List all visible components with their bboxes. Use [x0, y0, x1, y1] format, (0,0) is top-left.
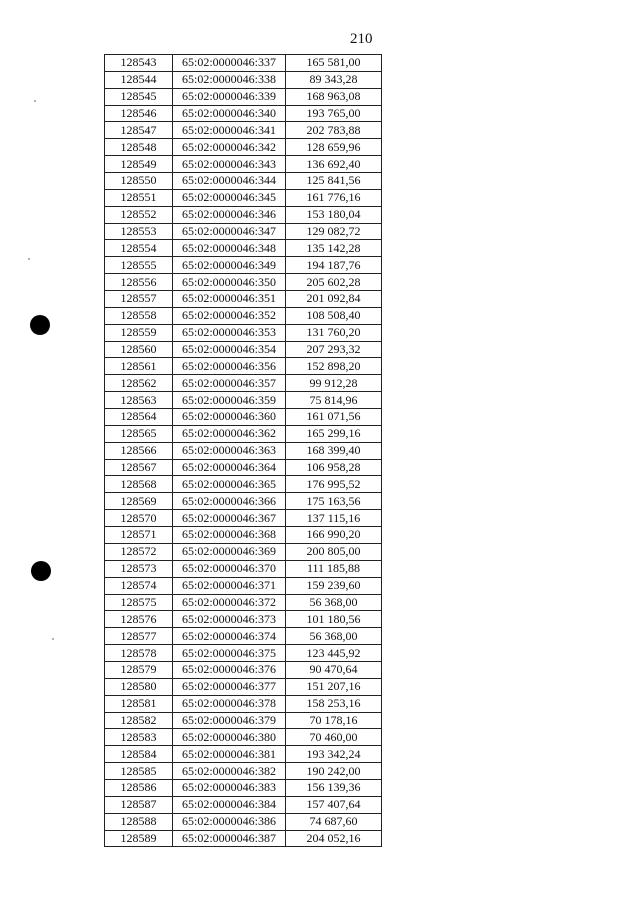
cadastral-value-cell: 204 052,16	[286, 830, 382, 847]
cadastral-value-cell: 106 958,28	[286, 459, 382, 476]
table-row	[105, 189, 382, 206]
cadastral-value-cell: 200 805,00	[286, 543, 382, 560]
registry-table-body	[105, 55, 382, 847]
cadastral-number-cell: 65:02:0000046:369	[173, 543, 286, 560]
cadastral-number-cell: 65:02:0000046:384	[173, 796, 286, 813]
cadastral-value-cell: 166 990,20	[286, 527, 382, 544]
cadastral-value-cell: 157 407,64	[286, 796, 382, 813]
row-number-cell: 128587	[105, 796, 173, 813]
table-row	[105, 257, 382, 274]
table-row	[105, 173, 382, 190]
row-number-cell: 128589	[105, 830, 173, 847]
cadastral-value-cell: 111 185,88	[286, 560, 382, 577]
table-row	[105, 223, 382, 240]
cadastral-value-cell: 175 163,56	[286, 493, 382, 510]
table-row	[105, 341, 382, 358]
cadastral-number-cell: 65:02:0000046:337	[173, 55, 286, 72]
table-row	[105, 560, 382, 577]
table-row	[105, 375, 382, 392]
cadastral-number-cell: 65:02:0000046:340	[173, 105, 286, 122]
cadastral-number-cell: 65:02:0000046:365	[173, 476, 286, 493]
cadastral-value-cell: 108 508,40	[286, 307, 382, 324]
cadastral-number-cell: 65:02:0000046:346	[173, 206, 286, 223]
table-row	[105, 594, 382, 611]
cadastral-value-cell: 136 692,40	[286, 156, 382, 173]
cadastral-number-cell: 65:02:0000046:341	[173, 122, 286, 139]
cadastral-number-cell: 65:02:0000046:372	[173, 594, 286, 611]
row-number-cell: 128553	[105, 223, 173, 240]
row-number-cell: 128581	[105, 695, 173, 712]
cadastral-value-cell: 123 445,92	[286, 645, 382, 662]
table-row	[105, 459, 382, 476]
cadastral-value-cell: 70 178,16	[286, 712, 382, 729]
cadastral-value-cell: 70 460,00	[286, 729, 382, 746]
table-row	[105, 274, 382, 291]
row-number-cell: 128558	[105, 307, 173, 324]
table-row	[105, 442, 382, 459]
cadastral-number-cell: 65:02:0000046:359	[173, 392, 286, 409]
row-number-cell: 128583	[105, 729, 173, 746]
row-number-cell: 128567	[105, 459, 173, 476]
row-number-cell: 128561	[105, 358, 173, 375]
table-row	[105, 358, 382, 375]
cadastral-number-cell: 65:02:0000046:357	[173, 375, 286, 392]
row-number-cell: 128568	[105, 476, 173, 493]
cadastral-number-cell: 65:02:0000046:377	[173, 678, 286, 695]
row-number-cell: 128565	[105, 425, 173, 442]
cadastral-number-cell: 65:02:0000046:381	[173, 746, 286, 763]
cadastral-value-cell: 161 071,56	[286, 409, 382, 426]
row-number-cell: 128559	[105, 324, 173, 341]
cadastral-number-cell: 65:02:0000046:352	[173, 307, 286, 324]
row-number-cell: 128545	[105, 88, 173, 105]
table-row	[105, 88, 382, 105]
cadastral-number-cell: 65:02:0000046:351	[173, 291, 286, 308]
cadastral-value-cell: 193 342,24	[286, 746, 382, 763]
scan-speck	[52, 638, 54, 640]
row-number-cell: 128556	[105, 274, 173, 291]
registry-table	[104, 54, 382, 847]
scan-speck	[34, 100, 36, 102]
row-number-cell: 128585	[105, 763, 173, 780]
cadastral-number-cell: 65:02:0000046:374	[173, 628, 286, 645]
cadastral-number-cell: 65:02:0000046:368	[173, 527, 286, 544]
table-row	[105, 55, 382, 72]
cadastral-number-cell: 65:02:0000046:363	[173, 442, 286, 459]
cadastral-value-cell: 207 293,32	[286, 341, 382, 358]
table-row	[105, 493, 382, 510]
table-row	[105, 156, 382, 173]
cadastral-value-cell: 158 253,16	[286, 695, 382, 712]
cadastral-number-cell: 65:02:0000046:349	[173, 257, 286, 274]
cadastral-value-cell: 74 687,60	[286, 813, 382, 830]
row-number-cell: 128551	[105, 189, 173, 206]
row-number-cell: 128580	[105, 678, 173, 695]
cadastral-value-cell: 161 776,16	[286, 189, 382, 206]
cadastral-value-cell: 156 139,36	[286, 779, 382, 796]
table-row	[105, 527, 382, 544]
table-row	[105, 476, 382, 493]
table-row	[105, 122, 382, 139]
cadastral-value-cell: 135 142,28	[286, 240, 382, 257]
table-row	[105, 712, 382, 729]
table-row	[105, 510, 382, 527]
table-row	[105, 324, 382, 341]
cadastral-value-cell: 202 783,88	[286, 122, 382, 139]
cadastral-number-cell: 65:02:0000046:342	[173, 139, 286, 156]
row-number-cell: 128546	[105, 105, 173, 122]
cadastral-value-cell: 168 963,08	[286, 88, 382, 105]
cadastral-value-cell: 168 399,40	[286, 442, 382, 459]
cadastral-number-cell: 65:02:0000046:376	[173, 661, 286, 678]
table-row	[105, 746, 382, 763]
cadastral-number-cell: 65:02:0000046:362	[173, 425, 286, 442]
table-row	[105, 392, 382, 409]
table-row	[105, 763, 382, 780]
cadastral-number-cell: 65:02:0000046:354	[173, 341, 286, 358]
row-number-cell: 128579	[105, 661, 173, 678]
cadastral-value-cell: 205 602,28	[286, 274, 382, 291]
table-row	[105, 729, 382, 746]
cadastral-value-cell: 194 187,76	[286, 257, 382, 274]
row-number-cell: 128550	[105, 173, 173, 190]
cadastral-number-cell: 65:02:0000046:360	[173, 409, 286, 426]
table-row	[105, 645, 382, 662]
cadastral-number-cell: 65:02:0000046:343	[173, 156, 286, 173]
row-number-cell: 128552	[105, 206, 173, 223]
cadastral-number-cell: 65:02:0000046:364	[173, 459, 286, 476]
cadastral-number-cell: 65:02:0000046:367	[173, 510, 286, 527]
cadastral-value-cell: 176 995,52	[286, 476, 382, 493]
cadastral-value-cell: 152 898,20	[286, 358, 382, 375]
cadastral-number-cell: 65:02:0000046:350	[173, 274, 286, 291]
table-row	[105, 678, 382, 695]
table-row	[105, 409, 382, 426]
cadastral-number-cell: 65:02:0000046:338	[173, 71, 286, 88]
cadastral-value-cell: 89 343,28	[286, 71, 382, 88]
cadastral-value-cell: 153 180,04	[286, 206, 382, 223]
punch-hole-upper	[30, 315, 50, 335]
table-row	[105, 425, 382, 442]
row-number-cell: 128578	[105, 645, 173, 662]
cadastral-value-cell: 131 760,20	[286, 324, 382, 341]
cadastral-number-cell: 65:02:0000046:375	[173, 645, 286, 662]
cadastral-number-cell: 65:02:0000046:387	[173, 830, 286, 847]
cadastral-value-cell: 137 115,16	[286, 510, 382, 527]
row-number-cell: 128555	[105, 257, 173, 274]
row-number-cell: 128544	[105, 71, 173, 88]
row-number-cell: 128586	[105, 779, 173, 796]
row-number-cell: 128584	[105, 746, 173, 763]
punch-hole-lower	[31, 561, 51, 581]
row-number-cell: 128566	[105, 442, 173, 459]
cadastral-number-cell: 65:02:0000046:380	[173, 729, 286, 746]
row-number-cell: 128582	[105, 712, 173, 729]
cadastral-number-cell: 65:02:0000046:348	[173, 240, 286, 257]
table-row	[105, 240, 382, 257]
cadastral-number-cell: 65:02:0000046:345	[173, 189, 286, 206]
cadastral-number-cell: 65:02:0000046:373	[173, 611, 286, 628]
cadastral-value-cell: 125 841,56	[286, 173, 382, 190]
cadastral-number-cell: 65:02:0000046:339	[173, 88, 286, 105]
row-number-cell: 128570	[105, 510, 173, 527]
cadastral-value-cell: 56 368,00	[286, 594, 382, 611]
cadastral-number-cell: 65:02:0000046:378	[173, 695, 286, 712]
table-row	[105, 796, 382, 813]
row-number-cell: 128569	[105, 493, 173, 510]
table-row	[105, 577, 382, 594]
row-number-cell: 128543	[105, 55, 173, 72]
cadastral-number-cell: 65:02:0000046:383	[173, 779, 286, 796]
row-number-cell: 128588	[105, 813, 173, 830]
cadastral-value-cell: 151 207,16	[286, 678, 382, 695]
cadastral-value-cell: 56 368,00	[286, 628, 382, 645]
cadastral-number-cell: 65:02:0000046:386	[173, 813, 286, 830]
cadastral-number-cell: 65:02:0000046:382	[173, 763, 286, 780]
cadastral-number-cell: 65:02:0000046:353	[173, 324, 286, 341]
cadastral-value-cell: 99 912,28	[286, 375, 382, 392]
row-number-cell: 128557	[105, 291, 173, 308]
cadastral-number-cell: 65:02:0000046:347	[173, 223, 286, 240]
table-row	[105, 71, 382, 88]
row-number-cell: 128563	[105, 392, 173, 409]
page-number: 210	[350, 31, 373, 47]
table-row	[105, 661, 382, 678]
cadastral-number-cell: 65:02:0000046:371	[173, 577, 286, 594]
table-row	[105, 139, 382, 156]
table-row	[105, 695, 382, 712]
row-number-cell: 128554	[105, 240, 173, 257]
row-number-cell: 128549	[105, 156, 173, 173]
cadastral-value-cell: 201 092,84	[286, 291, 382, 308]
row-number-cell: 128571	[105, 527, 173, 544]
cadastral-value-cell: 128 659,96	[286, 139, 382, 156]
cadastral-value-cell: 75 814,96	[286, 392, 382, 409]
cadastral-number-cell: 65:02:0000046:366	[173, 493, 286, 510]
row-number-cell: 128564	[105, 409, 173, 426]
cadastral-value-cell: 193 765,00	[286, 105, 382, 122]
cadastral-number-cell: 65:02:0000046:370	[173, 560, 286, 577]
cadastral-number-cell: 65:02:0000046:379	[173, 712, 286, 729]
row-number-cell: 128576	[105, 611, 173, 628]
cadastral-value-cell: 129 082,72	[286, 223, 382, 240]
row-number-cell: 128573	[105, 560, 173, 577]
table-row	[105, 291, 382, 308]
table-row	[105, 543, 382, 560]
table-row	[105, 628, 382, 645]
row-number-cell: 128572	[105, 543, 173, 560]
row-number-cell: 128577	[105, 628, 173, 645]
table-row	[105, 611, 382, 628]
table-row	[105, 813, 382, 830]
cadastral-number-cell: 65:02:0000046:344	[173, 173, 286, 190]
table-row	[105, 307, 382, 324]
cadastral-value-cell: 90 470,64	[286, 661, 382, 678]
table-row	[105, 105, 382, 122]
cadastral-number-cell: 65:02:0000046:356	[173, 358, 286, 375]
row-number-cell: 128562	[105, 375, 173, 392]
cadastral-value-cell: 101 180,56	[286, 611, 382, 628]
row-number-cell: 128547	[105, 122, 173, 139]
table-row	[105, 206, 382, 223]
scan-speck	[28, 258, 30, 260]
cadastral-value-cell: 190 242,00	[286, 763, 382, 780]
row-number-cell: 128575	[105, 594, 173, 611]
row-number-cell: 128574	[105, 577, 173, 594]
cadastral-value-cell: 165 299,16	[286, 425, 382, 442]
row-number-cell: 128560	[105, 341, 173, 358]
row-number-cell: 128548	[105, 139, 173, 156]
cadastral-value-cell: 165 581,00	[286, 55, 382, 72]
table-row	[105, 779, 382, 796]
table-row	[105, 830, 382, 847]
cadastral-value-cell: 159 239,60	[286, 577, 382, 594]
